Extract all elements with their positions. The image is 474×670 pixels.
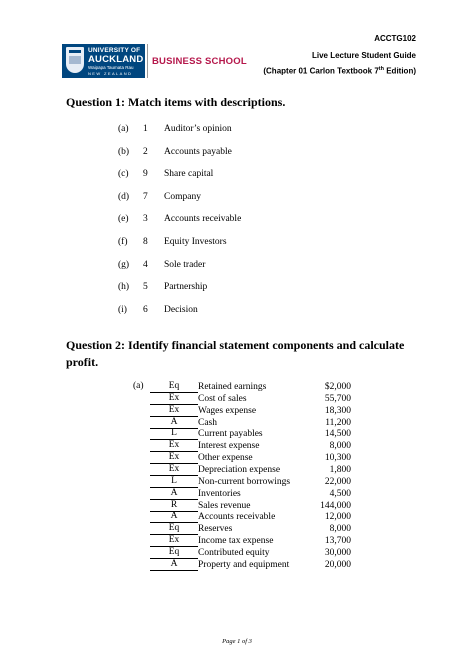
item-description: Company [164, 191, 201, 202]
question2-title: Question 2: Identify financial statement components and calculate [66, 338, 405, 352]
table-row [150, 547, 360, 559]
course-code: ACCTG102 [374, 34, 416, 43]
item-letter: (a) [118, 124, 129, 134]
logo-divider [147, 44, 148, 78]
component-code: A [150, 417, 198, 429]
item-number: 6 [143, 304, 148, 315]
item-name: Income tax expense [198, 536, 274, 547]
component-code: A [150, 488, 198, 500]
table-row [150, 523, 360, 535]
item-name: Depreciation expense [198, 464, 281, 475]
item-amount: 1,800 [329, 464, 351, 475]
item-name: Property and equipment [198, 559, 290, 570]
item-description: Accounts payable [164, 146, 232, 157]
table-row [150, 417, 360, 429]
item-name: Accounts receivable [198, 512, 276, 523]
table-row [150, 440, 360, 452]
table-row [150, 488, 360, 500]
item-amount: 14,500 [324, 429, 351, 440]
crest-icon [66, 47, 84, 73]
component-code: Eq [150, 523, 198, 535]
item-number: 4 [143, 259, 148, 270]
component-code: L [150, 476, 198, 488]
chapter-line: (Chapter 01 Carlon Textbook 7th Edition) [263, 66, 416, 76]
component-code: L [150, 428, 198, 440]
item-amount: 55,700 [324, 393, 351, 404]
item-name: Sales revenue [198, 500, 251, 511]
item-description: Decision [164, 304, 198, 315]
page-number: Page 1 of 3 [222, 638, 252, 645]
question2-title-cont: profit. [66, 355, 99, 369]
table-row [150, 535, 360, 547]
item-name: Wages expense [198, 405, 257, 416]
item-letter: (e) [118, 214, 129, 225]
part-label: (a) [133, 381, 144, 391]
item-name: Other expense [198, 453, 253, 464]
item-description: Equity Investors [164, 237, 227, 247]
item-letter: (d) [118, 191, 130, 202]
item-name: Cash [198, 417, 217, 428]
item-number: 9 [143, 169, 148, 180]
item-name: Contributed equity [198, 547, 270, 558]
item-number: 5 [143, 282, 148, 293]
item-number: 2 [143, 146, 148, 157]
item-amount: 20,000 [324, 559, 351, 570]
item-amount: 8,000 [329, 524, 351, 535]
item-name: Cost of sales [198, 393, 247, 404]
item-description: Auditor’s opinion [164, 124, 232, 134]
school-name: BUSINESS SCHOOL [152, 56, 247, 67]
component-code: Ex [150, 440, 198, 452]
item-description: Partnership [164, 282, 208, 293]
table-row [150, 464, 360, 476]
item-number: 7 [143, 191, 148, 202]
component-code: Ex [150, 405, 198, 417]
logo-text: Waipapa Taumata Rau [88, 65, 134, 70]
component-code: Ex [150, 464, 198, 476]
item-letter: (c) [118, 169, 129, 180]
table-row [150, 511, 360, 523]
item-amount: 8,000 [329, 441, 351, 452]
table-row [150, 500, 360, 512]
item-amount: 18,300 [324, 405, 351, 416]
item-description: Share capital [164, 169, 214, 180]
component-code: Ex [150, 535, 198, 547]
item-letter: (f) [118, 237, 128, 247]
item-name: Non-current borrowings [198, 476, 291, 487]
component-code: Ex [150, 393, 198, 405]
item-amount: 10,300 [324, 453, 351, 464]
item-letter: (g) [118, 259, 130, 270]
item-amount: 12,000 [324, 512, 351, 523]
question1-title: Question 1: Match items with descriptions. [66, 95, 286, 109]
logo-text: NEW ZEALAND [88, 71, 133, 76]
component-code: A [150, 559, 198, 571]
guide-title: Live Lecture Student Guide [311, 51, 416, 60]
item-amount: 11,200 [325, 417, 351, 428]
item-letter: (i) [118, 304, 127, 315]
item-amount: 30,000 [324, 547, 351, 558]
logo-text: UNIVERSITY OF [88, 47, 141, 54]
component-code: Ex [150, 452, 198, 464]
item-number: 1 [143, 124, 148, 134]
item-amount: $2,000 [324, 382, 351, 392]
table-row [150, 452, 360, 464]
item-amount: 144,000 [320, 500, 351, 511]
item-name: Inventories [198, 488, 241, 499]
table-row [150, 559, 360, 571]
item-description: Accounts receivable [164, 214, 242, 225]
item-letter: (b) [118, 146, 130, 157]
item-name: Reserves [198, 524, 233, 535]
item-amount: 13,700 [324, 536, 351, 547]
component-code: A [150, 511, 198, 523]
university-logo [62, 44, 145, 78]
component-code: Eq [150, 547, 198, 559]
item-number: 8 [143, 237, 148, 247]
table-row [150, 381, 360, 393]
item-description: Sole trader [164, 259, 206, 270]
table-row [150, 428, 360, 440]
item-number: 3 [143, 214, 148, 225]
item-amount: 22,000 [324, 476, 351, 487]
logo-text: AUCKLAND [88, 54, 144, 65]
component-code: Eq [150, 381, 198, 393]
item-amount: 4,500 [329, 488, 351, 499]
item-letter: (h) [118, 282, 130, 293]
component-code: R [150, 500, 198, 512]
table-row [150, 393, 360, 405]
item-name: Retained earnings [198, 382, 267, 392]
table-row [150, 405, 360, 417]
item-name: Interest expense [198, 441, 260, 452]
item-name: Current payables [198, 429, 263, 440]
table-row [150, 476, 360, 488]
